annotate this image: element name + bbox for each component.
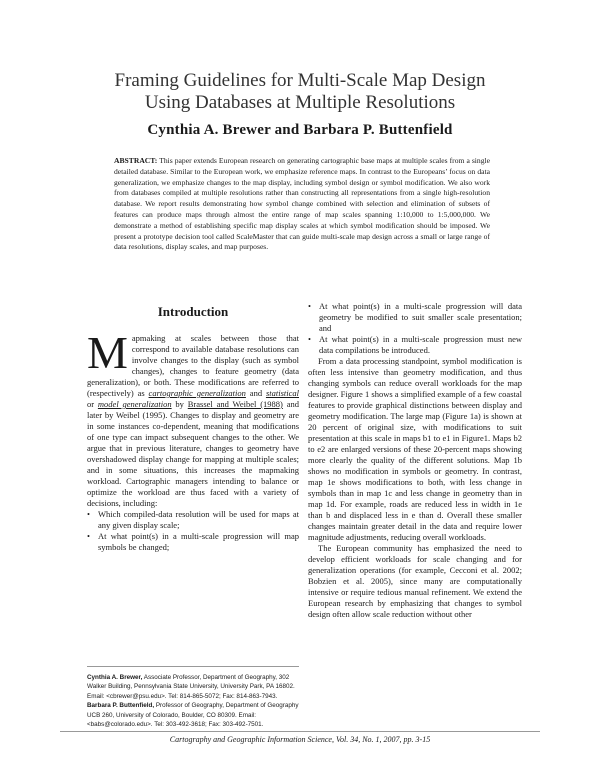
authors: Cynthia A. Brewer and Barbara P. Buttenfield <box>147 122 453 138</box>
text-run: or <box>87 399 98 409</box>
list-item: • At what point(s) in a multi-scale progression will data geometry be modified to suit smaller scale presentation; and <box>308 301 522 334</box>
section-heading: Introduction <box>157 304 229 319</box>
bullet-list-right <box>308 301 522 356</box>
text-run: and later by Weibel (1995). Changes to display and geometry are in some instances co-dependent, meaning that modifications of one type can impact subsequent changes to the other. We argue that in previous literature, changes to geometry have overshadowed display change for mapping at multiple scales; and in some situations, this increases the mapmaking workload. Cartographic managers intending to balance or optimize the workload are thus faced with a variety of decisions, including: <box>87 399 299 508</box>
term-cartographic-generalization: cartographic generalization <box>148 388 246 398</box>
term-model-generalization: model generalization <box>97 399 172 409</box>
title-line-2: Using Databases at Multiple Resolutions <box>144 92 456 113</box>
reference-link[interactable]: Brassel and Weibel (1988) <box>187 399 283 409</box>
paper-title <box>60 70 540 114</box>
list-item: • At what point(s) in a multi-scale progression will map symbols be changed; <box>87 531 299 553</box>
footnote-author-2: Barbara P. Buttenfield, <box>87 702 155 710</box>
intro-paragraph-3: The European community has emphasized the need to develop efficient workloads for scale changing and for generalization operations (for example, Cecconi et al. 2002; Bobzien et al. 2005), since many are computationally intensive or require tedious manual refinement. We extend the European research by emphasizing that changes to symbol design often allow scale reduction without other <box>308 543 522 619</box>
abstract-label: ABSTRACT: <box>114 156 158 165</box>
title-line-1: Framing Guidelines for Multi-Scale Map Design <box>114 70 486 91</box>
abstract <box>114 156 490 253</box>
right-column <box>308 301 522 620</box>
list-item: • Which compiled-data resolution will be used for maps at any given display scale; <box>87 509 299 531</box>
author-footnote <box>87 666 299 729</box>
abstract-text: This paper extends European research on generating cartographic base maps at multiple scales from a single detailed database. Similar to the European work, we emphasize reference maps. In contrast to the Europeans’ focus on data generalization, we emphasize changes to the map display, including symbol design or symbol modification. We also work from databases compiled at multiple resolutions rather than constructing all representations from a single high-resolution database. We report results demonstrating how symbol change combined with selection and elimination of subsets of features can produce maps through almost the entire range of map scales spanning 1:10,000 to 1:5,000,000. We demonstrate a method of establishing specific map display scales at which symbol modification should be imposed. We present a prototype decision tool called ScaleMaster that can guide multi-scale map design across a small or large range of data resolutions, display scales, and map purposes. <box>114 156 490 252</box>
left-column <box>87 305 299 553</box>
footnote-text-2: Professor of Geography, Department of Geography UCB 260, University of Colorado, Boulder, CO 80309. Email: <babs@colorado.edu>. Tel: 303-492-3618; Fax: 303-492-7501. <box>87 702 299 729</box>
footnote-author-1: Cynthia A. Brewer, <box>87 674 143 681</box>
bullet-list-left <box>87 509 299 553</box>
text-run: apmaking at scales between those that correspond to available database resolutions can involve changes to the display (such as symbol changes), changes to feature geometry (data generalization), or both. These modifications are referred to (respectively) as <box>87 333 299 398</box>
intro-paragraph-1 <box>87 327 299 509</box>
drop-cap: M <box>87 327 128 378</box>
text-run: by <box>171 399 188 409</box>
text-run: and <box>245 388 266 398</box>
intro-paragraph-2: From a data processing standpoint, symbol modification is often less intensive than geometry modification, and thus changing symbols can reduce overall workloads for the map designer. Figure 1 shows a simplified example of a few coastal features to provide graphical distinctions between display and geometry modification. The large map (Figure 1a) is shown at 20 percent of original size, with modifications to suit presentation at this scale in maps b1 to e1 in Figure1. Maps b2 to e2 are enlarged versions of these 20-percent maps showing more clearly the quality of the different solutions. Map 1b shows no modification in symbols or geometry. In contrast, map 1e shows modifications to both, with less change in symbols than in map 1c and less change in geometry than in map 1d. For example, roads are reduced less in width in 1e than b and displaced less in e than d. Overall these smaller changes maintain greater detail in the data and require lower magnitude adjustments, reducing overall workloads. <box>308 356 522 542</box>
footnote-text-1: Associate Professor, Department of Geography, 302 Walker Building, Pennsylvania State University, University Park, PA 16802. Email: <cbrewer@psu.edu>. Tel: 814-865-5072; Fax: 814-863-7943. <box>87 674 295 700</box>
term-statistical: statistical <box>265 388 299 398</box>
list-item: • At what point(s) in a multi-scale progression must new data compilations be introduced. <box>308 334 522 356</box>
journal-citation-footer: Cartography and Geographic Information Science, Vol. 34, No. 1, 2007, pp. 3-15 <box>60 731 540 744</box>
